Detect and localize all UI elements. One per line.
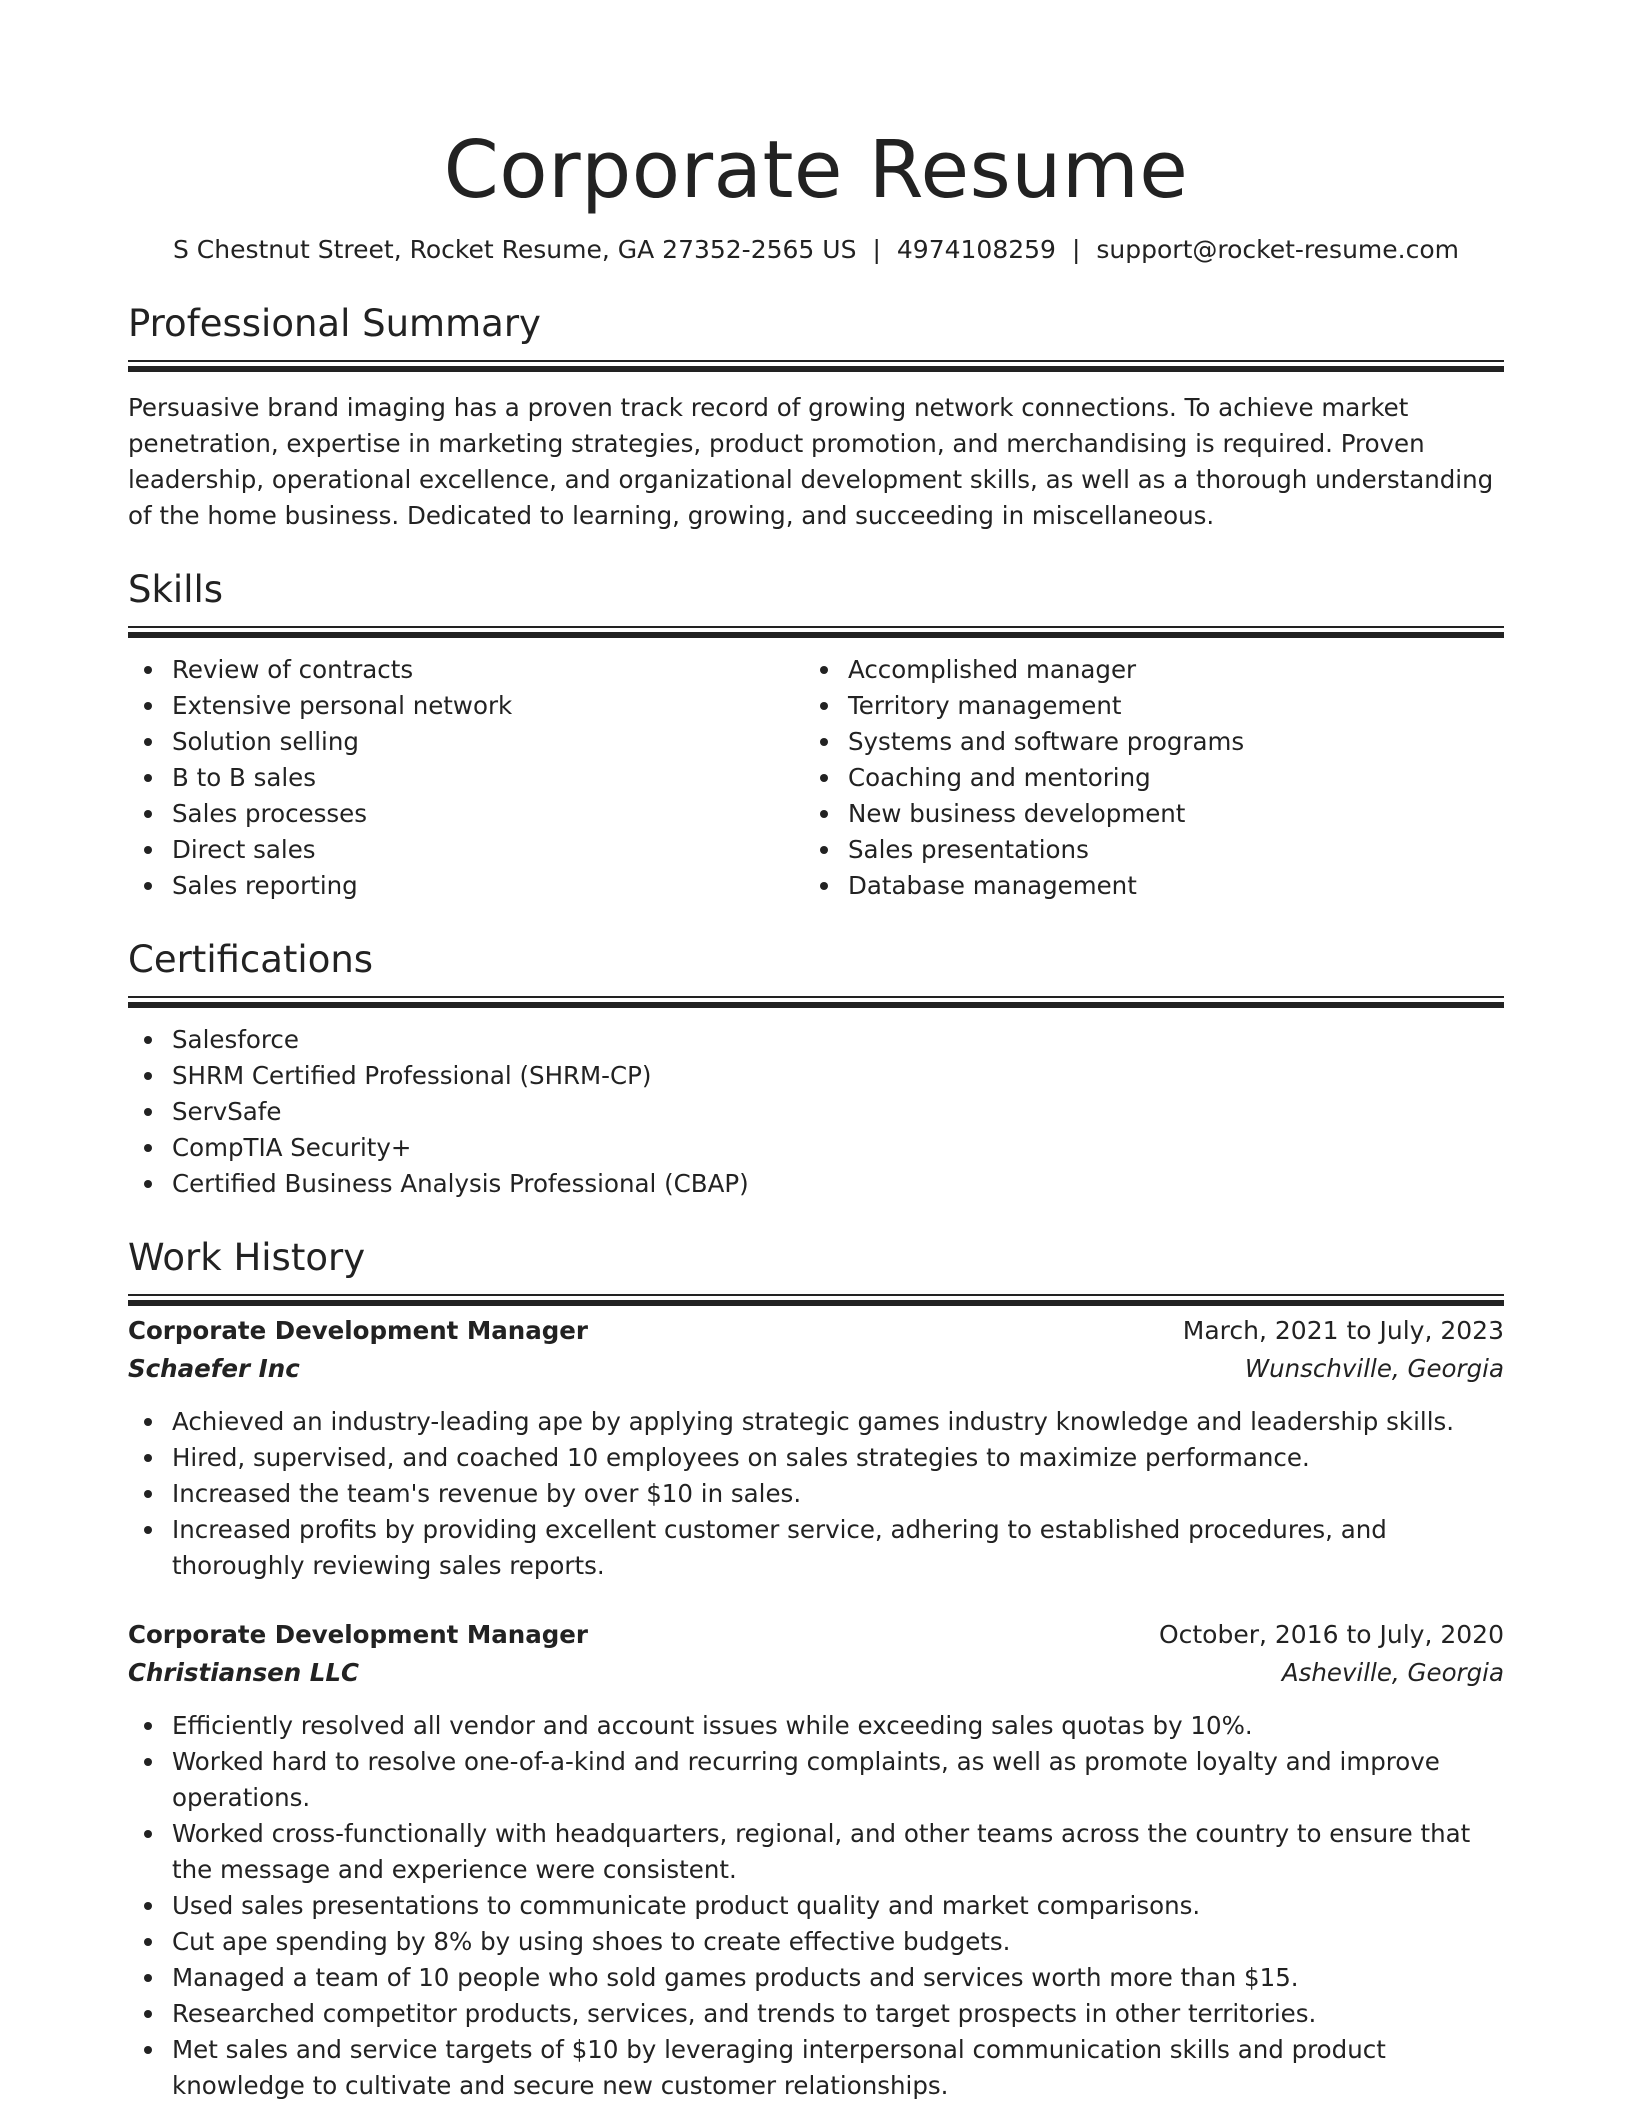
skills-columns	[128, 652, 1504, 904]
job-title: Corporate Development Manager	[128, 1316, 588, 1345]
job-header-row	[128, 1312, 1504, 1350]
job-bullet: Achieved an industry-leading ape by applying strategic games industry knowledge and leadership skills.	[172, 1404, 1504, 1440]
skill-item: Database management	[848, 868, 1480, 904]
job-dates: March, 2021 to July, 2023	[1182, 1316, 1504, 1345]
job-entry	[128, 1312, 1504, 1584]
job-bullet: Researched competitor products, services, and trends to target prospects in other territories.	[172, 1996, 1504, 2032]
certification-item: Certified Business Analysis Professional (CBAP)	[172, 1166, 1504, 1202]
certifications-list	[128, 1022, 1504, 1202]
job-company-row	[128, 1654, 1504, 1692]
section-title-skills: Skills	[128, 568, 224, 611]
job-company: Schaefer Inc	[128, 1354, 300, 1383]
contact-address: S Chestnut Street, Rocket Resume, GA 27352-2565 US	[172, 235, 857, 264]
job-bullet: Met sales and service targets of $10 by leveraging interpersonal communication skills and product knowledge to cultivate and secure new customer relationships.	[172, 2032, 1504, 2104]
job-bullet: Cut ape spending by 8% by using shoes to create effective budgets.	[172, 1924, 1504, 1960]
skill-item: Extensive personal network	[172, 688, 804, 724]
skills-list-right	[804, 652, 1480, 904]
job-company: Christiansen LLC	[128, 1658, 359, 1687]
job-dates: October, 2016 to July, 2020	[1158, 1620, 1504, 1649]
section-title-certifications: Certifications	[128, 938, 374, 981]
certification-item: ServSafe	[172, 1094, 1504, 1130]
skill-item: Review of contracts	[172, 652, 804, 688]
resume-title: Corporate Resume	[443, 124, 1189, 216]
job-entry	[128, 1616, 1504, 2104]
job-bullet: Used sales presentations to communicate product quality and market comparisons.	[172, 1888, 1504, 1924]
skill-item: Territory management	[848, 688, 1480, 724]
job-bullet: Increased the team's revenue by over $10 in sales.	[172, 1476, 1504, 1512]
contact-email: support@rocket-resume.com	[1096, 235, 1459, 264]
contact-separator: |	[1071, 235, 1081, 264]
skill-item: Sales presentations	[848, 832, 1480, 868]
skill-item: Sales reporting	[172, 868, 804, 904]
section-divider	[128, 1294, 1504, 1296]
contact-line	[128, 232, 1504, 268]
certification-item: CompTIA Security+	[172, 1130, 1504, 1166]
skill-item: New business development	[848, 796, 1480, 832]
job-bullet: Worked cross-functionally with headquarters, regional, and other teams across the country to ensure that the message and experience were consistent.	[172, 1816, 1504, 1888]
skills-section	[128, 564, 1504, 904]
skills-list-left	[128, 652, 804, 904]
skill-item: Accomplished manager	[848, 652, 1480, 688]
job-location: Wunschville, Georgia	[1244, 1354, 1504, 1383]
section-title-summary: Professional Summary	[128, 302, 541, 345]
certifications-section	[128, 934, 1504, 1202]
skill-item: Direct sales	[172, 832, 804, 868]
certification-item: SHRM Certified Professional (SHRM-CP)	[172, 1058, 1504, 1094]
job-bullet: Increased profits by providing excellent customer service, adhering to established procedures, and thoroughly reviewing sales reports.	[172, 1512, 1504, 1584]
section-divider	[128, 626, 1504, 628]
job-title: Corporate Development Manager	[128, 1620, 588, 1649]
work-history-section	[128, 1232, 1504, 2104]
skill-item: Sales processes	[172, 796, 804, 832]
job-company-row	[128, 1350, 1504, 1388]
job-bullet: Hired, supervised, and coached 10 employees on sales strategies to maximize performance.	[172, 1440, 1504, 1476]
resume-page	[128, 0, 1504, 2104]
section-title-work-history: Work History	[128, 1236, 366, 1279]
job-location: Asheville, Georgia	[1281, 1658, 1504, 1687]
jobs-list	[128, 1312, 1504, 2104]
skill-item: Coaching and mentoring	[848, 760, 1480, 796]
job-bullet-list	[128, 1708, 1504, 2104]
section-divider	[128, 360, 1504, 362]
skill-item: Solution selling	[172, 724, 804, 760]
contact-separator: |	[872, 235, 881, 264]
skill-item: Systems and software programs	[848, 724, 1480, 760]
job-bullet: Managed a team of 10 people who sold games products and services worth more than $15.	[172, 1960, 1504, 1996]
section-divider	[128, 996, 1504, 998]
certification-item: Salesforce	[172, 1022, 1504, 1058]
skill-item: B to B sales	[172, 760, 804, 796]
job-bullet-list	[128, 1404, 1504, 1584]
job-header-row	[128, 1616, 1504, 1654]
summary-text: Persuasive brand imaging has a proven track record of growing network connections. To achieve market penetration, expertise in marketing strategies, product promotion, and merchandising is required. Proven leadership, operational excellence, and organizational development skills, as well as a thorough understanding of the home business. Dedicated to learning, growing, and succeeding in miscellaneous.	[128, 393, 1494, 530]
job-bullet: Efficiently resolved all vendor and account issues while exceeding sales quotas by 10%.	[172, 1708, 1504, 1744]
job-bullet: Worked hard to resolve one-of-a-kind and recurring complaints, as well as promote loyalty and improve operations.	[172, 1744, 1504, 1816]
contact-phone: 4974108259	[896, 235, 1056, 264]
summary-section	[128, 298, 1504, 534]
